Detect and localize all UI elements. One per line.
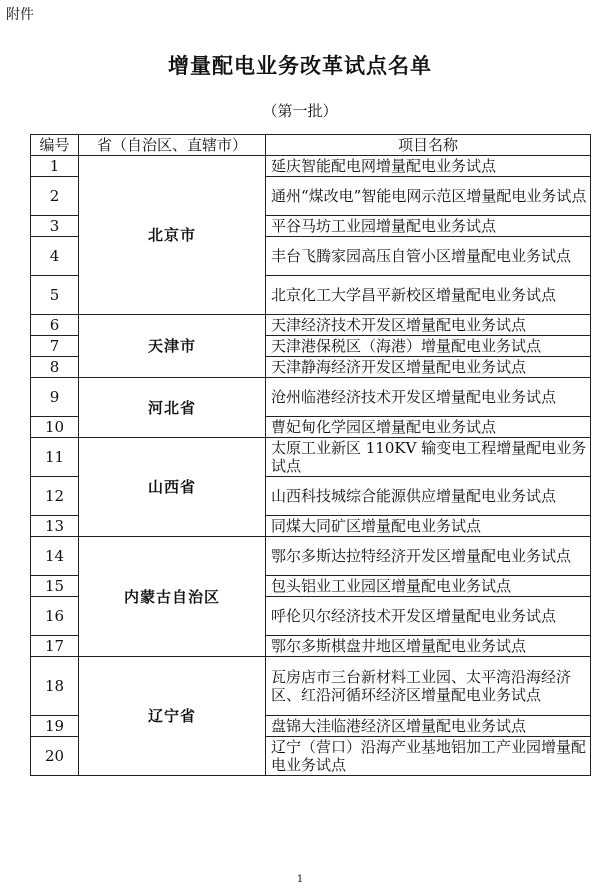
project-name: 曹妃甸化学园区增量配电业务试点: [266, 417, 591, 438]
row-number: 5: [31, 276, 79, 315]
table-row: [31, 315, 591, 336]
table-row: [31, 438, 591, 477]
project-name: 天津经济技术开发区增量配电业务试点: [266, 315, 591, 336]
project-name: 同煤大同矿区增量配电业务试点: [266, 516, 591, 537]
row-number: 16: [31, 597, 79, 636]
project-name: 包头铝业工业园区增量配电业务试点: [266, 576, 591, 597]
province-cell: 北京市: [79, 156, 266, 315]
header-number: 编号: [31, 135, 79, 156]
project-name: 山西科技城综合能源供应增量配电业务试点: [266, 477, 591, 516]
province-cell: 河北省: [79, 378, 266, 438]
row-number: 17: [31, 636, 79, 657]
row-number: 18: [31, 657, 79, 716]
row-number: 4: [31, 237, 79, 276]
attachment-label: 附件: [6, 7, 34, 23]
table-row: [31, 156, 591, 177]
project-name: 北京化工大学昌平新校区增量配电业务试点: [266, 276, 591, 315]
project-name: 太原工业新区 110KV 输变电工程增量配电业务试点: [266, 438, 591, 477]
pilot-list-table: [30, 134, 591, 776]
table-row: [31, 537, 591, 576]
row-number: 10: [31, 417, 79, 438]
project-name: 辽宁（营口）沿海产业基地铝加工产业园增量配电业务试点: [266, 737, 591, 776]
province-cell: 天津市: [79, 315, 266, 378]
row-number: 14: [31, 537, 79, 576]
table-row: [31, 378, 591, 417]
project-name: 鄂尔多斯棋盘井地区增量配电业务试点: [266, 636, 591, 657]
header-project-name: 项目名称: [266, 135, 591, 156]
project-name: 沧州临港经济技术开发区增量配电业务试点: [266, 378, 591, 417]
page-number: 1: [296, 874, 304, 885]
row-number: 12: [31, 477, 79, 516]
row-number: 20: [31, 737, 79, 776]
row-number: 3: [31, 216, 79, 237]
row-number: 7: [31, 336, 79, 357]
table-body: [31, 156, 591, 776]
row-number: 2: [31, 177, 79, 216]
province-cell: 辽宁省: [79, 657, 266, 776]
project-name: 天津港保税区（海港）增量配电业务试点: [266, 336, 591, 357]
row-number: 6: [31, 315, 79, 336]
table-row: [31, 657, 591, 716]
document-title: 增量配电业务改革试点名单: [168, 54, 432, 78]
row-number: 15: [31, 576, 79, 597]
document-subtitle: （第一批）: [262, 102, 338, 120]
project-name: 瓦房店市三台新材料工业园、太平湾沿海经济区、红沿河循环经济区增量配电业务试点: [266, 657, 591, 716]
table-header-row: [31, 135, 591, 156]
project-name: 丰台飞腾家园高压自管小区增量配电业务试点: [266, 237, 591, 276]
row-number: 9: [31, 378, 79, 417]
project-name: 呼伦贝尔经济技术开发区增量配电业务试点: [266, 597, 591, 636]
province-cell: 山西省: [79, 438, 266, 537]
row-number: 13: [31, 516, 79, 537]
header-province: 省（自治区、直辖市）: [79, 135, 266, 156]
row-number: 11: [31, 438, 79, 477]
project-name: 通州“煤改电”智能电网示范区增量配电业务试点: [266, 177, 591, 216]
project-name: 延庆智能配电网增量配电业务试点: [266, 156, 591, 177]
project-name: 盘锦大洼临港经济区增量配电业务试点: [266, 716, 591, 737]
row-number: 19: [31, 716, 79, 737]
province-cell: 内蒙古自治区: [79, 537, 266, 657]
project-name: 天津静海经济开发区增量配电业务试点: [266, 357, 591, 378]
row-number: 8: [31, 357, 79, 378]
project-name: 平谷马坊工业园增量配电业务试点: [266, 216, 591, 237]
project-name: 鄂尔多斯达拉特经济开发区增量配电业务试点: [266, 537, 591, 576]
row-number: 1: [31, 156, 79, 177]
